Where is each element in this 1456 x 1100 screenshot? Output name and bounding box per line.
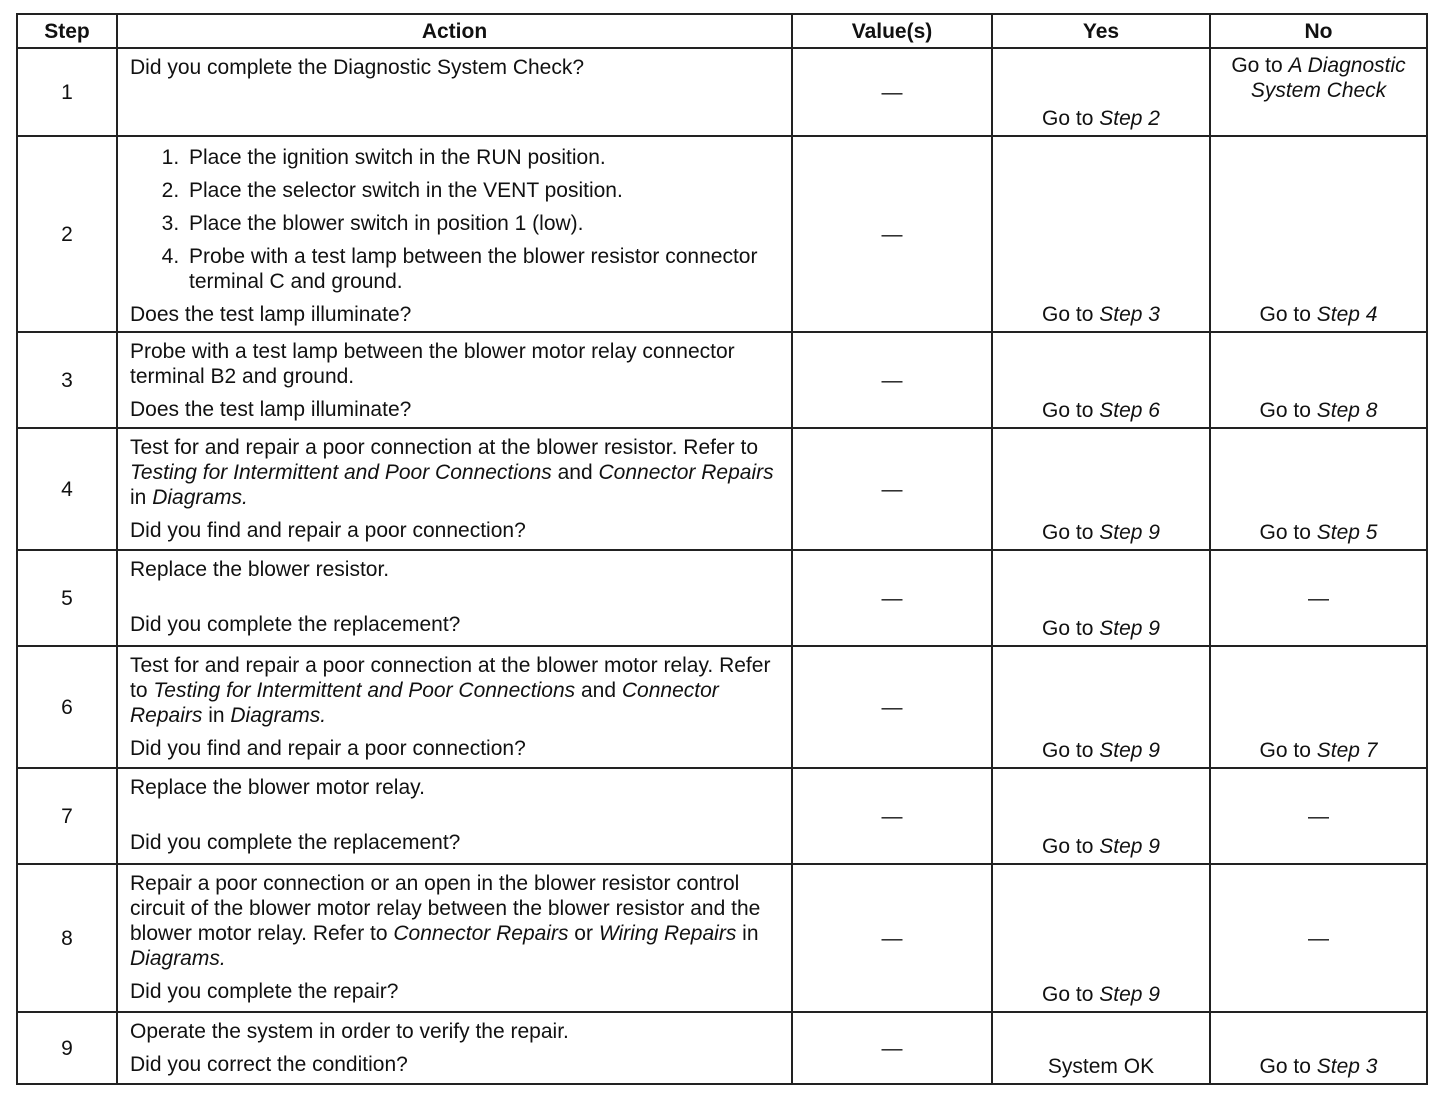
action-cell	[117, 48, 792, 136]
list-item: 3. Place the blower switch in position 1 (low).	[185, 211, 781, 236]
action-text-part: in	[202, 704, 231, 727]
step-number: 2	[17, 136, 117, 332]
action-cell	[117, 646, 792, 768]
action-text	[130, 653, 781, 728]
value-cell: —	[792, 1012, 992, 1084]
action-question: Did you complete the replacement?	[130, 613, 461, 636]
action-question: Did you complete the Diagnostic System Check?	[130, 56, 585, 79]
yes-cell	[992, 864, 1210, 1012]
table-row	[17, 428, 1427, 550]
action-text-part: and	[575, 679, 622, 702]
diagnostic-table	[16, 13, 1428, 1085]
header-action: Action	[117, 14, 792, 48]
table-row	[17, 332, 1427, 428]
action-text	[130, 435, 781, 510]
action-text-part: in	[130, 486, 153, 509]
action-question: Did you find and repair a poor connection?	[130, 519, 526, 542]
action-text-part: in	[736, 922, 759, 945]
action-text-part: Repair a poor connection or an open in the blower resistor control circuit of the blower motor relay between the blower resistor and the blower motor relay. Refer to	[130, 872, 761, 945]
no-step-ref: Step 3	[1316, 1055, 1378, 1078]
header-no: No	[1210, 14, 1427, 48]
step-number: 5	[17, 550, 117, 646]
action-cell	[117, 864, 792, 1012]
action-cell	[117, 768, 792, 864]
yes-cell	[992, 332, 1210, 428]
no-cell	[1210, 332, 1427, 428]
yes-prefix: Go to	[1042, 303, 1100, 326]
action-cell	[117, 136, 792, 332]
value-cell: —	[792, 136, 992, 332]
list-item: 1. Place the ignition switch in the RUN position.	[185, 145, 781, 170]
yes-cell	[992, 768, 1210, 864]
value-cell: —	[792, 428, 992, 550]
yes-prefix: Go to	[1042, 521, 1100, 544]
list-item: 2. Place the selector switch in the VENT position.	[185, 178, 781, 203]
table-row	[17, 646, 1427, 768]
header-values: Value(s)	[792, 14, 992, 48]
action-cell	[117, 332, 792, 428]
value-cell: —	[792, 864, 992, 1012]
yes-cell: System OK	[992, 1012, 1210, 1084]
step-number: 9	[17, 1012, 117, 1084]
no-cell	[1210, 136, 1427, 332]
action-text	[130, 871, 781, 971]
reference-link-text: Testing for Intermittent and Poor Connections	[130, 461, 552, 484]
value-cell: —	[792, 332, 992, 428]
yes-prefix: Go to	[1042, 983, 1100, 1006]
action-question: Did you find and repair a poor connection?	[130, 737, 526, 760]
reference-link-text: Connector Repairs	[598, 461, 774, 484]
yes-step-ref: Step 9	[1099, 983, 1160, 1006]
no-cell: —	[1210, 768, 1427, 864]
yes-prefix: Go to	[1042, 617, 1100, 640]
value-cell: —	[792, 646, 992, 768]
no-prefix: Go to	[1259, 521, 1317, 544]
no-step-ref: A Diagnostic System Check	[1250, 54, 1406, 102]
no-cell	[1210, 428, 1427, 550]
action-cell	[117, 550, 792, 646]
reference-link-text: Wiring Repairs	[598, 922, 737, 945]
action-question: Does the test lamp illuminate?	[130, 398, 412, 421]
action-cell	[117, 428, 792, 550]
no-prefix: Go to	[1259, 739, 1317, 762]
no-cell	[1210, 646, 1427, 768]
no-prefix: Go to	[1231, 54, 1289, 77]
list-item: 4. Probe with a test lamp between the blower resistor connector terminal C and ground.	[185, 244, 781, 294]
table-row	[17, 48, 1427, 136]
no-step-ref: Step 5	[1316, 521, 1378, 544]
action-text-part: or	[568, 922, 599, 945]
step-number: 8	[17, 864, 117, 1012]
no-prefix: Go to	[1259, 303, 1317, 326]
action-cell	[117, 1012, 792, 1084]
yes-prefix: Go to	[1042, 835, 1100, 858]
action-question: Did you complete the replacement?	[130, 831, 461, 854]
no-cell: —	[1210, 550, 1427, 646]
step-number: 4	[17, 428, 117, 550]
value-cell: —	[792, 550, 992, 646]
no-cell: —	[1210, 864, 1427, 1012]
action-text-part: Test for and repair a poor connection at the blower motor relay. Refer to	[130, 654, 771, 702]
yes-step-ref: Step 6	[1099, 399, 1160, 422]
step-number: 1	[17, 48, 117, 136]
yes-step-ref: Step 9	[1099, 521, 1160, 544]
step-number: 7	[17, 768, 117, 864]
reference-link-text: Testing for Intermittent and Poor Connections	[153, 679, 576, 702]
action-question: Does the test lamp illuminate?	[130, 303, 412, 326]
yes-prefix: Go to	[1042, 739, 1100, 762]
table-row	[17, 1012, 1427, 1084]
value-cell: —	[792, 768, 992, 864]
yes-cell	[992, 428, 1210, 550]
header-row	[17, 14, 1427, 48]
table-row	[17, 768, 1427, 864]
action-text: Operate the system in order to verify the repair.	[130, 1020, 569, 1043]
no-step-ref: Step 7	[1316, 739, 1378, 762]
reference-link-text: Connector Repairs	[130, 679, 719, 727]
action-question: Did you complete the repair?	[130, 980, 399, 1003]
table-row	[17, 864, 1427, 1012]
action-question: Did you correct the condition?	[130, 1053, 408, 1076]
header-yes: Yes	[992, 14, 1210, 48]
no-cell	[1210, 1012, 1427, 1084]
no-prefix: Go to	[1259, 399, 1317, 422]
reference-link-text: Diagrams.	[130, 947, 226, 970]
yes-step-ref: Step 9	[1099, 739, 1160, 762]
table-row	[17, 136, 1427, 332]
no-cell	[1210, 48, 1427, 136]
yes-cell	[992, 48, 1210, 136]
no-prefix: Go to	[1259, 1055, 1317, 1078]
action-steps-list	[130, 145, 781, 294]
yes-step-ref: Step 9	[1099, 617, 1160, 640]
action-text-part: Test for and repair a poor connection at the blower resistor. Refer to	[130, 436, 759, 459]
reference-link-text: Diagrams.	[230, 704, 327, 727]
yes-prefix: Go to	[1042, 399, 1100, 422]
value-cell: —	[792, 48, 992, 136]
reference-link-text: Connector Repairs	[393, 922, 569, 945]
yes-cell	[992, 136, 1210, 332]
action-text: Replace the blower motor relay.	[130, 776, 425, 799]
yes-prefix: Go to	[1042, 107, 1100, 130]
yes-cell	[992, 550, 1210, 646]
action-text: Replace the blower resistor.	[130, 558, 390, 581]
yes-step-ref: Step 3	[1099, 303, 1160, 326]
no-step-ref: Step 8	[1316, 399, 1378, 422]
yes-step-ref: Step 9	[1099, 835, 1160, 858]
reference-link-text: Diagrams.	[152, 486, 248, 509]
table-row	[17, 550, 1427, 646]
header-step: Step	[17, 14, 117, 48]
yes-cell	[992, 646, 1210, 768]
no-step-ref: Step 4	[1316, 303, 1378, 326]
action-text: Probe with a test lamp between the blower motor relay connector terminal B2 and ground.	[130, 340, 735, 388]
action-text-part: and	[551, 461, 599, 484]
step-number: 6	[17, 646, 117, 768]
step-number: 3	[17, 332, 117, 428]
yes-step-ref: Step 2	[1099, 107, 1160, 130]
